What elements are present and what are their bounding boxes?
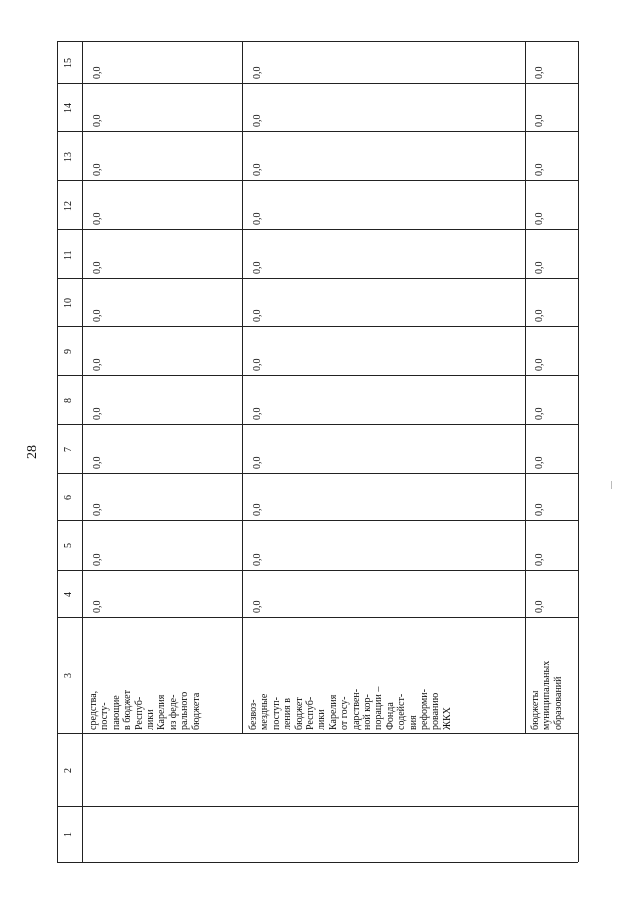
value-cell: 0,0 [252,212,263,225]
value-cell: 0,0 [92,407,103,420]
value-cell: 0,0 [252,600,263,613]
column-divider [57,473,578,474]
value-cell: 0,0 [534,261,545,274]
column-divider [57,180,578,181]
value-cell: 0,0 [252,553,263,566]
row-divider [525,41,526,733]
column-divider [57,806,578,807]
value-cell: 0,0 [534,407,545,420]
column-header-9: 9 [63,348,74,354]
column-divider [57,733,578,734]
page-number: 28 [25,445,40,459]
value-cell: 0,0 [92,503,103,516]
row-label-line: пающие [110,695,122,730]
row-label-line: лики [145,709,156,730]
row-label-line: из феде- [167,694,179,730]
value-cell: 0,0 [534,114,545,127]
row-label-line: Респуб- [305,696,316,730]
value-cell: 0,0 [534,600,545,613]
row-label-line: дарствен- [350,688,362,730]
value-cell: 0,0 [252,309,263,322]
column-header-5: 5 [63,543,74,548]
value-cell: 0,0 [92,163,103,176]
header-divider [82,41,83,862]
value-cell: 0,0 [92,114,103,127]
value-cell: 0,0 [92,66,103,79]
row-label-line: вия [407,715,419,730]
column-header-3: 3 [63,673,74,678]
value-cell: 0,0 [534,309,545,322]
row-label-line: лики [316,709,328,730]
value-cell: 0,0 [534,163,545,176]
row-label-line: мездные [259,693,271,730]
column-divider [57,83,578,84]
column-divider [57,375,578,376]
row-label-line: поступ- [270,697,282,730]
row-label-line: от госу- [339,696,351,730]
table-border-right [578,41,579,862]
column-header-12: 12 [63,200,74,211]
row-label-line: ной кор- [362,694,373,730]
column-header-15: 15 [63,58,74,68]
row-label-line: бюджета [190,692,202,730]
column-divider [57,570,578,571]
table-border-left [57,41,58,862]
value-cell: 0,0 [92,261,103,274]
value-cell: 0,0 [252,163,263,176]
column-header-6: 6 [63,494,74,500]
row-label-line: образований [552,676,564,730]
row-label-line: безвоз- [248,699,259,730]
value-cell: 0,0 [92,456,103,469]
column-header-7: 7 [63,446,74,452]
value-cell: 0,0 [92,600,103,613]
table-border-top [57,41,578,42]
row-label-line: бюджеты [530,690,541,730]
scan-mark [611,481,612,489]
column-divider [57,131,578,132]
row-label-line: муниципальных [541,660,553,730]
row-label-line: рованию [430,692,442,730]
value-cell: 0,0 [534,503,545,516]
value-cell: 0,0 [534,553,545,566]
row-label-line: Респуб- [133,696,145,730]
column-header-2: 2 [63,767,74,773]
column-header-8: 8 [63,397,74,403]
column-divider [57,617,578,618]
row-label-line: Карелия [156,694,168,730]
row-label-line: ЖКХ [441,707,453,730]
row-label-line: ления в [282,698,294,730]
column-divider [57,229,578,230]
column-divider [57,520,578,521]
column-divider [57,424,578,425]
value-cell: 0,0 [252,114,263,127]
value-cell: 0,0 [252,358,263,371]
value-cell: 0,0 [534,358,545,371]
row-label-line: в бюджет [122,690,134,730]
column-divider [57,326,578,327]
column-header-1: 1 [63,832,74,837]
column-header-13: 13 [63,151,74,162]
row-label-line: Фонда [384,702,396,730]
row-label-line: средства, [88,690,99,730]
value-cell: 0,0 [92,309,103,322]
value-cell: 0,0 [534,212,545,225]
table-border-bottom [57,862,578,863]
value-cell: 0,0 [252,261,263,274]
row-label-line: бюджет [293,697,305,730]
row-label-line: реформи- [419,689,430,730]
value-cell: 0,0 [252,456,263,469]
column-header-14: 14 [63,103,74,113]
value-cell: 0,0 [92,553,103,566]
row-divider [242,41,243,733]
value-cell: 0,0 [534,66,545,79]
column-header-4: 4 [63,591,74,597]
column-divider [57,278,578,279]
column-header-10: 10 [63,298,74,308]
value-cell: 0,0 [252,407,263,420]
row-label-line: посту- [99,702,111,730]
value-cell: 0,0 [252,66,263,79]
row-label-line: рального [179,691,191,730]
value-cell: 0,0 [252,503,263,516]
row-label-line: содейст- [396,693,408,730]
value-cell: 0,0 [92,358,103,371]
value-cell: 0,0 [92,212,103,225]
value-cell: 0,0 [534,456,545,469]
row-label-line: порации – [373,686,385,730]
column-header-11: 11 [63,249,74,260]
row-label-line: Карелия [327,694,339,730]
